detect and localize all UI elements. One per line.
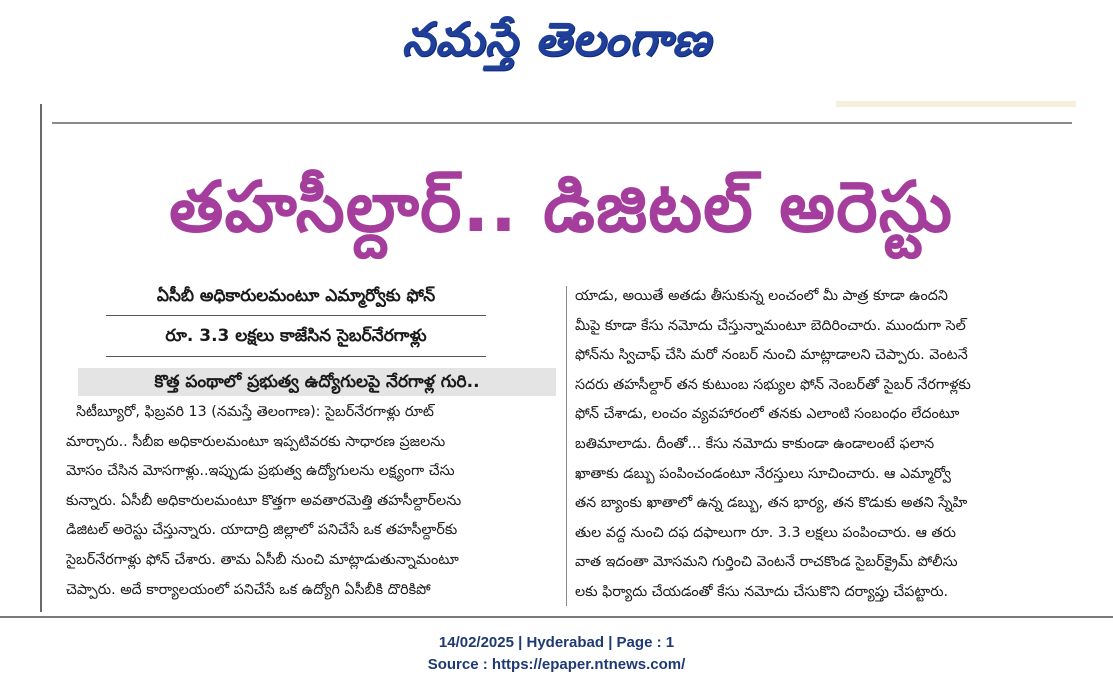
kicker-line: కొత్త పంథాలో ప్రభుత్వ ఉద్యోగులపై నేరగాళ్ల గురి.. <box>78 368 556 396</box>
body-line: ఫోన్ చేశాడు, లంచం వ్యవహారంలో తనకు ఎలాంటి సంబంధం లేదంటూ <box>575 406 960 423</box>
body-line: తన బ్యాంకు ఖాతాలో ఉన్న డబ్బు, తన భార్య, తన కొడుకు అతని స్నేహి <box>575 495 968 512</box>
body-line: వాత ఇదంతా మోసమని గుర్తించి వెంటనే రాచకొండ సైబర్‌క్రైమ్ పోలీసు <box>575 554 958 571</box>
header-rule <box>52 122 1072 124</box>
newspaper-logo: నమస్తే తెలంగాణ <box>401 12 712 66</box>
body-line: ఫోన్‌ను స్విచాఫ్ చేసి మరో నంబర్ నుంచి మాట్లాడాలని చెప్పారు. వెంటనే <box>575 347 968 364</box>
subheading-1: ఏసీబీ అధికారులమంటూ ఎమ్మార్వోకు ఫోన్ <box>156 286 436 306</box>
corner-shade <box>836 101 1076 107</box>
subheading-divider <box>106 315 486 316</box>
body-column-right <box>575 282 1059 608</box>
body-line: సైబర్‌నేరగాళ్లు ఫోన్ చేశారు. తామ ఏసీబీ నుంచి మాట్లాడుతున్నామంటూ <box>66 551 459 568</box>
body-line: డిజిటల్ అరెస్టు చేస్తున్నారు. యాదాద్రి జిల్లాలో పనిచేసే ఒక తహసీల్దార్‌కు <box>66 522 458 539</box>
subheading-2: రూ. 3.3 లక్షలు కాజేసిన సైబర్‌నేరగాళ్లు <box>165 326 427 346</box>
article-headline: తహసీల్దార్.. డిజిటల్ అరెస్టు <box>169 166 953 248</box>
left-border-line <box>40 104 42 612</box>
body-line: ఖాతాకు డబ్బు పంపించండంటూ నేరస్తులు సూచించారు. ఆ ఎమ్మార్వో <box>575 465 951 482</box>
body-line: బతిమాలాడు. దీంతో... కేసు నమోదు కాకుండా ఉండాలంటే ఫలాన <box>575 435 935 452</box>
body-line: కున్నారు. ఏసీబీ అధికారులమంటూ కొత్తగా అవతారమెత్తి తహసీల్దార్‌లను <box>66 492 462 509</box>
subheading-divider <box>106 356 486 357</box>
body-column-left <box>66 398 562 605</box>
footer-source-line: Source : https://epaper.ntnews.com/ <box>427 656 686 673</box>
body-line: సదరు తహసీల్దార్ తన కుటుంబ సభ్యుల ఫోన్ నెంబర్‌తో సైబర్ నేరగాళ్లకు <box>575 376 971 393</box>
footer-rule <box>0 616 1113 618</box>
body-line: మోసం చేసిన మోసగాళ్లు..ఇప్పుడు ప్రభుత్వ ఉద్యోగులను లక్ష్యంగా చేసు <box>66 463 455 480</box>
body-line: మార్చారు.. సీబీఐ అధికారులమంటూ ఇప్పటివరకు సాధారణ ప్రజలను <box>66 433 446 450</box>
body-line: సిటీబ్యూరో, ఫిబ్రవరి 13 (నమస్తే తెలంగాణ): సైబర్‌నేరగాళ్లు రూట్ <box>76 404 434 420</box>
masthead <box>0 6 1113 72</box>
body-line: యాడు, అయితే అతడు తీసుకున్న లంచంలో మీ పాత్ర కూడా ఉందని <box>575 288 948 304</box>
body-line: తుల వద్ద నుంచి దఫ దఫాలుగా రూ. 3.3 లక్షలు పంపించారు. ఆ తరు <box>575 524 956 541</box>
body-line: మీపై కూడా కేసు నమోదు చేస్తున్నామంటూ బెదిరించారు. ముందుగా సెల్ <box>575 317 966 334</box>
body-line: లకు ఫిర్యాదు చేయడంతో కేసు నమోదు చేసుకొని దర్యాప్తు చేపట్టారు. <box>575 583 949 600</box>
column-divider <box>566 286 567 606</box>
footer-date-line: 14/02/2025 | Hyderabad | Page : 1 <box>438 634 675 651</box>
body-line: చెప్పారు. అదే కార్యాలయంలో పనిచేసే ఒక ఉద్యోగి ఏసీబీకి దొరికిపో <box>66 581 431 598</box>
